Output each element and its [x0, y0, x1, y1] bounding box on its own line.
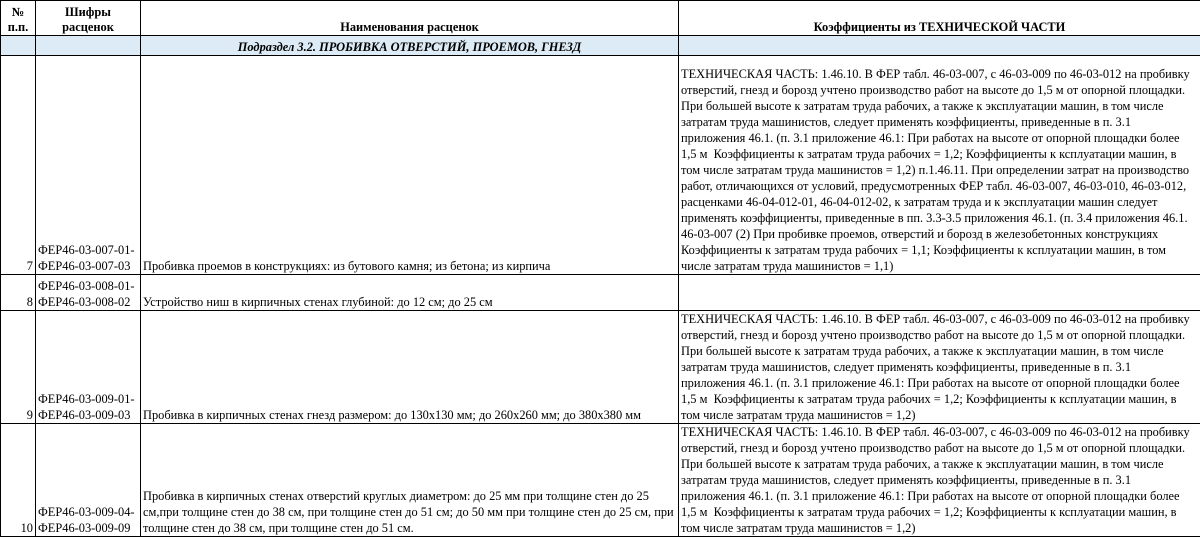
row-coef[interactable]: ТЕХНИЧЕСКАЯ ЧАСТЬ: 1.46.10. В ФЕР табл. 46-03-007, с 46-03-009 по 46-03-012 на пробивку отверстий, гнезд и борозд учтено производство работ на высоте до 1,5 м от опорной площадки. При большей высоте к затратам труда рабочих, а также к эксплуатации машин, в том числе затратам труда машинистов, следует применять коэффициенты, приведенные в п. 3.1 приложения 46.1. (п. 3.1 приложение 46.1: При работах на высоте от опорной площадки более 1,5 м Коэффициенты к затратам труда рабочих = 1,2; Коэффициенты к ксплуатации машин, в том числе затратам труда машинистов = 1,2): [679, 424, 1200, 537]
row-name[interactable]: Пробивка в кирпичных стенах отверстий круглых диаметром: до 25 мм при толщине стен до 25 см,при толщине стен до 38 см, при толщине стен до 51 см; до 50 мм при толщине стен до 25 см, при толщине стен до 38 см, при толщине стен до 51 см.: [141, 424, 679, 537]
row-name[interactable]: Пробивка в кирпичных стенах гнезд размером: до 130х130 мм; до 260х260 мм; до 380х380 мм: [141, 311, 679, 424]
subsection-row: [1, 36, 1200, 56]
subsection-empty-num[interactable]: [1, 36, 36, 56]
subsection-title[interactable]: Подраздел 3.2. ПРОБИВКА ОТВЕРСТИЙ, ПРОЕМОВ, ГНЕЗД: [141, 36, 679, 56]
row-num[interactable]: 7: [1, 56, 36, 275]
row-coef[interactable]: ТЕХНИЧЕСКАЯ ЧАСТЬ: 1.46.10. В ФЕР табл. 46-03-007, с 46-03-009 по 46-03-012 на пробивку отверстий, гнезд и борозд учтено производство работ на высоте до 1,5 м от опорной площадки. При большей высоте к затратам труда рабочих, а также к эксплуатации машин, в том числе затратам труда машинистов, следует применять коэффициенты, приведенные в п. 3.1 приложения 46.1. (п. 3.1 приложение 46.1: При работах на высоте от опорной площадки более 1,5 м Коэффициенты к затратам труда рабочих = 1,2; Коэффициенты к ксплуатации машин, в том числе затратам труда машинистов = 1,2) п.1.46.11. При определении затрат на производство работ, отличающихся от условий, предусмотренных ФЕР табл. 46-03-007, 46-03-010, 46-03-012, расценками 46-04-012-01, 46-04-012-02, к затратам труда и к эксплуатации машин следует применять коэффициенты, приведенные в пп. 3.3-3.5 приложения 46.1. (п. 3.4 приложения 46.1. 46-03-007 (2) При пробивке проемов, отверстий и борозд в железобетонных конструкциях Коэффициенты к затратам труда рабочих = 1,1; Коэффициенты к ксплуатации машин, в том числе затратам труда машинистов = 1,1): [679, 56, 1200, 275]
row-num[interactable]: 9: [1, 311, 36, 424]
row-name[interactable]: Устройство ниш в кирпичных стенах глубиной: до 12 см; до 25 см: [141, 275, 679, 311]
row-code[interactable]: ФЕР46-03-008-01- ФЕР46-03-008-02: [36, 275, 141, 311]
subsection-empty-coef[interactable]: [679, 36, 1200, 56]
row-num[interactable]: 8: [1, 275, 36, 311]
row-coef[interactable]: [679, 275, 1200, 311]
header-num[interactable]: № п.п.: [1, 1, 36, 36]
header-row: [1, 1, 1200, 36]
subsection-empty-code[interactable]: [36, 36, 141, 56]
table-row: [1, 424, 1200, 537]
row-code[interactable]: ФЕР46-03-007-01- ФЕР46-03-007-03: [36, 56, 141, 275]
row-name[interactable]: Пробивка проемов в конструкциях: из бутового камня; из бетона; из кирпича: [141, 56, 679, 275]
table-row: [1, 311, 1200, 424]
header-coef[interactable]: Коэффициенты из ТЕХНИЧЕСКОЙ ЧАСТИ: [679, 1, 1200, 36]
header-name[interactable]: Наименования расценок: [141, 1, 679, 36]
header-code[interactable]: Шифры расценок: [36, 1, 141, 36]
row-code[interactable]: ФЕР46-03-009-01- ФЕР46-03-009-03: [36, 311, 141, 424]
row-coef[interactable]: ТЕХНИЧЕСКАЯ ЧАСТЬ: 1.46.10. В ФЕР табл. 46-03-007, с 46-03-009 по 46-03-012 на пробивку отверстий, гнезд и борозд учтено производство работ на высоте до 1,5 м от опорной площадки. При большей высоте к затратам труда рабочих, а также к эксплуатации машин, в том числе затратам труда машинистов, следует применять коэффициенты, приведенные в п. 3.1 приложения 46.1. (п. 3.1 приложение 46.1: При работах на высоте от опорной площадки более 1,5 м Коэффициенты к затратам труда рабочих = 1,2; Коэффициенты к ксплуатации машин, в том числе затратам труда машинистов = 1,2): [679, 311, 1200, 424]
row-code[interactable]: ФЕР46-03-009-04- ФЕР46-03-009-09: [36, 424, 141, 537]
table-row: [1, 275, 1200, 311]
table-row: [1, 56, 1200, 275]
row-num[interactable]: 10: [1, 424, 36, 537]
